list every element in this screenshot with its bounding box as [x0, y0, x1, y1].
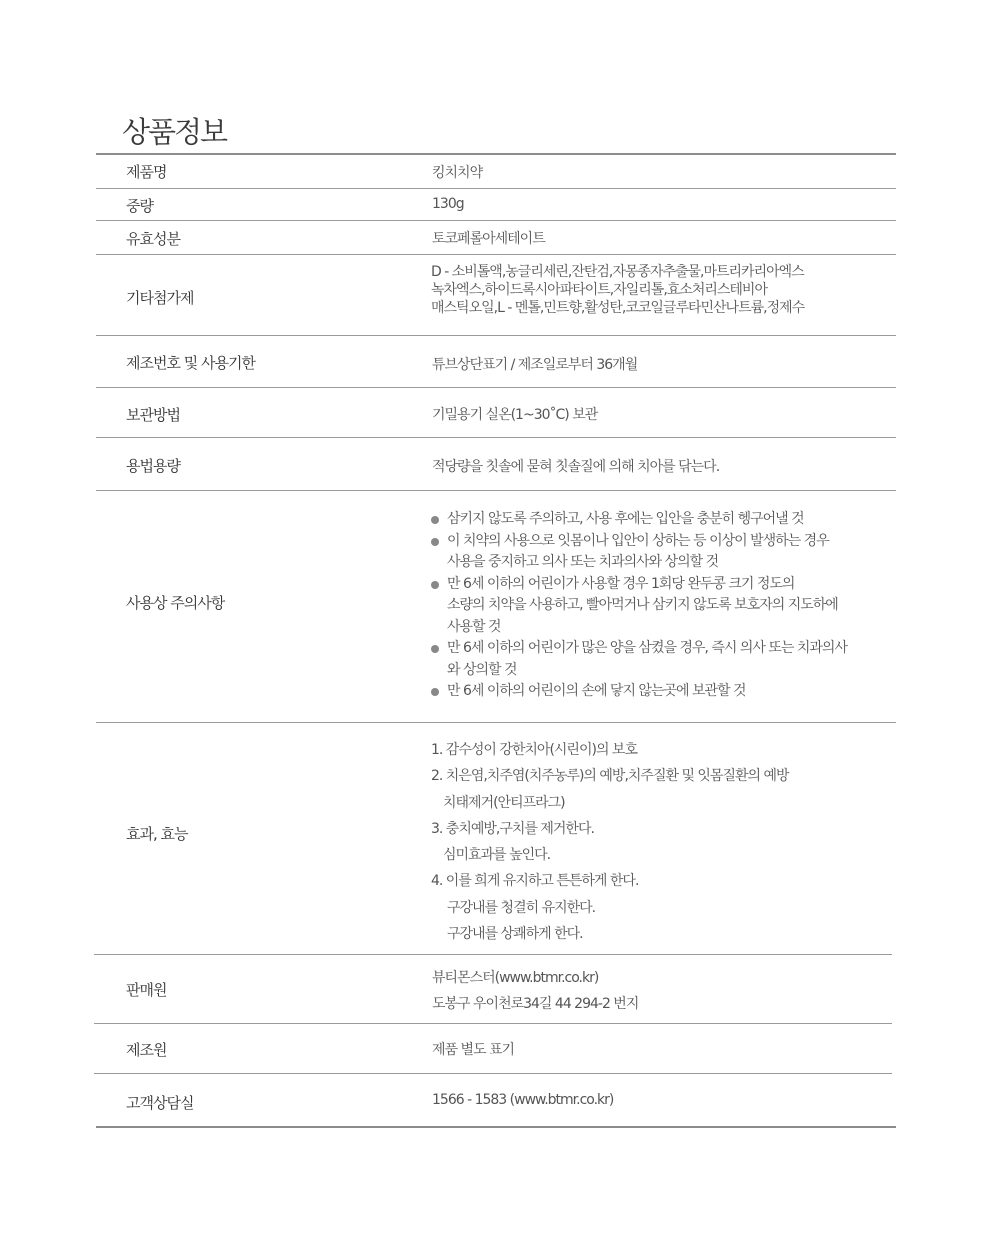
row-value-weight: 130g	[432, 196, 464, 212]
list-item	[431, 681, 847, 703]
efficacy-list	[431, 737, 789, 947]
table-bottom-divider	[96, 1126, 896, 1128]
list-item: 1. 감수성이 강한치아(시린이)의 보호	[431, 742, 637, 758]
additives-line: D - 소비톨액,농글리세린,잔탄검,자몽종자추출물,마트리카리아엑스	[431, 264, 804, 280]
precaution-line: 와 상의할 것	[447, 661, 517, 678]
list-item: 3. 충치예방,구치를 제거한다.	[431, 820, 594, 837]
precaution-line: 만 6세 이하의 어린이의 손에 닿지 않는곳에 보관할 것	[447, 683, 746, 699]
row-divider	[96, 254, 896, 255]
row-label-additives: 기타첨가제	[126, 289, 194, 307]
precaution-line: 만 6세 이하의 어린이가 사용할 경우 1회당 완두콩 크기 정도의	[447, 575, 795, 592]
list-item	[431, 509, 847, 531]
list-item	[431, 531, 847, 574]
row-divider	[96, 437, 896, 438]
list-item	[431, 574, 847, 639]
bullet-icon	[431, 645, 439, 653]
row-value-lot-expiry: 튜브상단표기 / 제조일로부터 36개월	[432, 357, 638, 373]
page-title: 상품정보	[122, 115, 227, 149]
row-divider	[94, 1073, 892, 1074]
row-value-seller-address: 도봉구 우이천로34길 44 294-2 번지	[432, 996, 639, 1012]
row-label-lot-expiry: 제조번호 및 사용기한	[126, 354, 255, 372]
table-top-divider	[96, 153, 896, 155]
row-value-customer-service: 1566 - 1583 (www.btmr.co.kr)	[432, 1092, 614, 1108]
precaution-line: 만 6세 이하의 어린이가 많은 양을 삼켰을 경우, 즉시 의사 또는 치과의사	[447, 640, 847, 656]
precaution-line: 소량의 치약을 사용하고, 빨아먹거나 삼키지 않도록 보호자의 지도하에	[447, 597, 838, 613]
additives-line: 녹차엑스,하이드록시아파타이트,자일리톨,효소처리스테비아	[431, 282, 767, 298]
row-label-usage: 용법용량	[126, 457, 180, 475]
row-label-product-name: 제품명	[126, 163, 167, 181]
bullet-icon	[431, 688, 439, 696]
bullet-icon	[431, 538, 439, 546]
precaution-line: 사용을 중지하고 의사 또는 치과의사와 상의할 것	[447, 554, 719, 570]
row-value-seller-name: 뷰티몬스터(www.btmr.co.kr)	[432, 970, 599, 986]
list-item: 치태제거(안티프라그)	[443, 794, 565, 811]
row-label-storage: 보관방법	[126, 406, 180, 424]
list-item: 구강내를 상쾌하게 한다.	[447, 926, 583, 943]
list-item: 심미효과를 높인다.	[443, 847, 551, 864]
row-value-storage: 기밀용기 실온(1~30˚C) 보관	[432, 407, 598, 423]
precaution-line: 이 치약의 사용으로 잇몸이나 입안이 상하는 등 이상이 발생하는 경우	[447, 532, 829, 549]
row-label-precautions: 사용상 주의사항	[126, 594, 225, 612]
list-item: 4. 이를 희게 유지하고 튼튼하게 한다.	[431, 873, 639, 890]
row-value-usage: 적당량을 칫솔에 묻혀 칫솔질에 의해 치아를 닦는다.	[432, 459, 720, 475]
list-item: 구강내를 청결히 유지한다.	[447, 899, 596, 916]
row-value-manufacturer: 제품 별도 표기	[432, 1042, 515, 1058]
additives-line: 매스틱오일,L - 멘톨,민트향,활성탄,코코일글루타민산나트륨,정제수	[431, 300, 805, 316]
row-divider	[96, 335, 896, 336]
row-label-manufacturer: 제조원	[126, 1041, 167, 1059]
precaution-line: 사용할 것	[447, 618, 501, 635]
row-label-weight: 중량	[126, 197, 153, 215]
row-label-active-ingredient: 유효성분	[126, 230, 180, 248]
row-label-customer-service: 고객상담실	[126, 1094, 194, 1112]
row-value-product-name: 킹치치약	[432, 165, 483, 181]
row-label-efficacy: 효과, 효능	[126, 825, 188, 843]
row-divider	[96, 387, 896, 388]
row-divider	[94, 1023, 892, 1024]
row-divider	[96, 188, 896, 189]
list-item: 2. 치은염,치주염(치주농루)의 예방,치주질환 및 잇몸질환의 예방	[431, 768, 789, 785]
row-value-active-ingredient: 토코페롤아세테이트	[432, 231, 545, 247]
row-divider	[96, 722, 896, 723]
list-item	[431, 638, 847, 681]
row-divider	[96, 220, 896, 221]
row-divider	[96, 490, 896, 491]
bullet-icon	[431, 516, 439, 524]
row-value-additives	[431, 263, 804, 317]
row-divider	[94, 954, 892, 955]
row-label-seller: 판매원	[126, 981, 167, 999]
bullet-icon	[431, 581, 439, 589]
precaution-line: 삼키지 않도록 주의하고, 사용 후에는 입안을 충분히 헹구어낼 것	[447, 511, 804, 527]
precautions-list	[431, 509, 847, 703]
